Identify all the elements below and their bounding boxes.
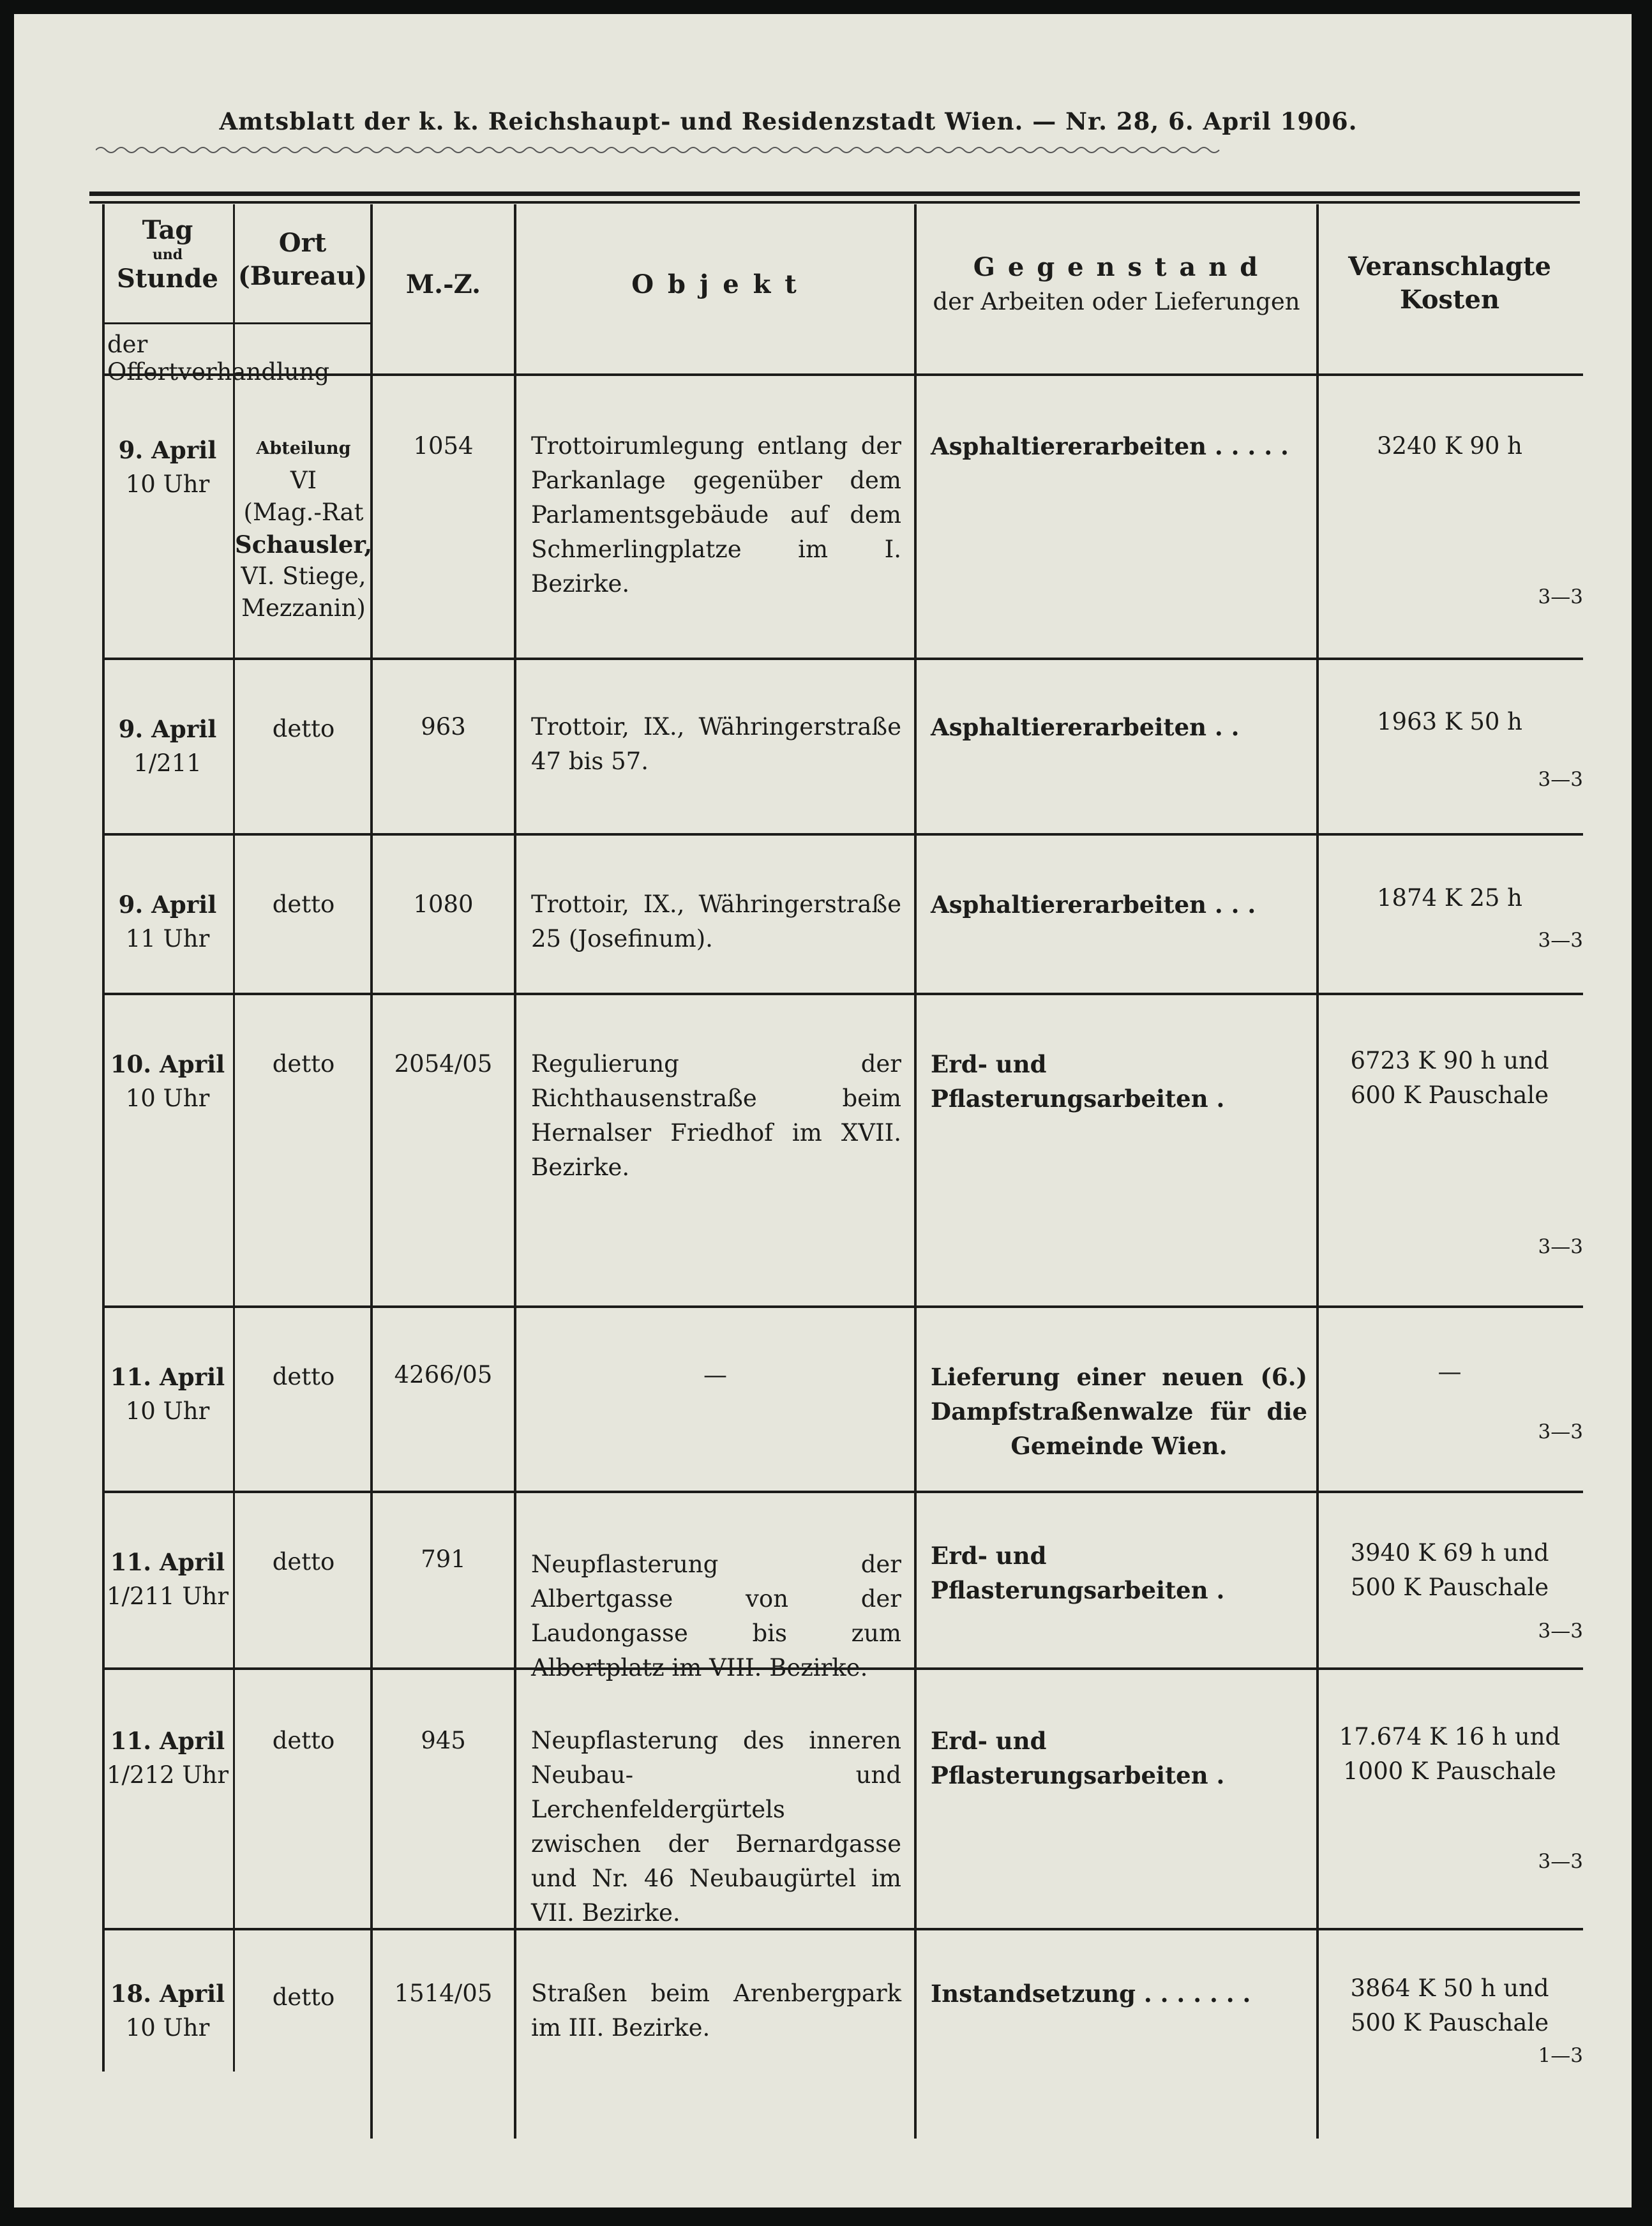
row-kosten: 3240 K 90 h — [1377, 432, 1522, 460]
row-objekt: Straßen beim Arenbergpark im III. Bezirke. — [531, 1980, 901, 2042]
row-tag-date: 9. April — [118, 436, 217, 464]
row-ort: detto — [272, 715, 335, 742]
row-gegenstand: Asphaltiererarbeiten . . . . . — [931, 432, 1289, 460]
row-mz: 1514/05 — [394, 1980, 493, 2007]
row-ort: Abteilung VI (Mag.-Rat Schausler, VI. Stiege, Mezzanin) — [235, 439, 373, 622]
row-tag-time: 10 Uhr — [125, 470, 210, 498]
row-divider — [102, 1491, 1583, 1493]
top-rule — [89, 192, 1580, 196]
row-objekt: Trottoir, IX., Währingerstraße 25 (Josefinum). — [531, 891, 901, 952]
header-offertverhandlung: der Offertverhandlung — [107, 331, 330, 386]
row-kosten: 1874 K 25 h — [1377, 884, 1522, 912]
row-mz: 963 — [421, 713, 466, 741]
row-tag-time: 10 Uhr — [125, 2014, 210, 2042]
header-tag: Tag und Stunde — [117, 215, 218, 294]
row-ort: detto — [272, 891, 335, 918]
top-rule-thin — [89, 201, 1580, 204]
row-ort: detto — [272, 1548, 335, 1575]
row-mz: 791 — [421, 1545, 466, 1573]
row-ort: detto — [272, 1983, 335, 2011]
row-tag-time: 10 Uhr — [125, 1085, 210, 1112]
header-ort: Ort (Bureau) — [237, 228, 368, 291]
row-ref: 3—3 — [1538, 768, 1583, 791]
row-gegenstand: Asphaltiererarbeiten . . . — [931, 891, 1256, 919]
row-ref: 3—3 — [1538, 1235, 1583, 1258]
row-objekt: Trottoirumlegung entlang der Parkanlage gegenüber dem Parlamentsgebäude auf dem Schmerlingplatze im I. Bezirke. — [531, 432, 901, 598]
row-ref: 3—3 — [1538, 1420, 1583, 1443]
row-objekt: Trottoir, IX., Währingerstraße 47 bis 57. — [531, 713, 901, 775]
row-ref: 3—3 — [1538, 1620, 1583, 1643]
row-ort: detto — [272, 1050, 335, 1078]
row-kosten: 3864 K 50 h und 500 K Pauschale — [1350, 1974, 1549, 2036]
row-tag-time: 1/212 Uhr — [106, 1761, 229, 1789]
row-objekt: Neupflasterung des inneren Neubau- und Lerchenfeldergürtels zwischen der Bernardgasse und Nr. 46 Neubaugürtel im VII. Bezirke. — [531, 1727, 901, 1927]
row-tag-date: 18. April — [110, 1980, 225, 2008]
row-kosten: 3940 K 69 h und 500 K Pauschale — [1350, 1539, 1549, 1601]
header-kosten: Veranschlagte Kosten — [1348, 252, 1551, 315]
header-gegenstand: G e g e n s t a n d der Arbeiten oder Lieferungen — [933, 252, 1300, 315]
row-tag-date: 11. April — [110, 1548, 225, 1576]
row-gegenstand: Lieferung einer neuen (6.) Dampfstraßenwalze für die Gemeinde Wien. — [931, 1363, 1307, 1460]
row-objekt: Regulierung der Richthausenstraße beim Hernalser Friedhof im XVII. Bezirke. — [531, 1050, 901, 1181]
row-tag-date: 9. April — [118, 715, 217, 743]
header-objekt: O b j e k t — [631, 269, 799, 299]
wavy-separator — [96, 144, 1309, 156]
row-mz: 945 — [421, 1727, 466, 1754]
row-divider — [102, 993, 1583, 995]
row-gegenstand: Erd- und Pflasterungsarbeiten . — [931, 1727, 1225, 1789]
row-tag-date: 11. April — [110, 1363, 225, 1391]
row-objekt: — — [703, 1361, 727, 1388]
row-mz: 1054 — [413, 432, 474, 460]
offert-divider — [102, 322, 370, 324]
row-mz: 4266/05 — [394, 1361, 493, 1388]
row-kosten: 6723 K 90 h und 600 K Pauschale — [1350, 1047, 1549, 1109]
row-gegenstand: Asphaltiererarbeiten . . — [931, 713, 1240, 741]
row-tag-time: 1/211 — [133, 749, 202, 777]
row-ref: 3—3 — [1538, 1850, 1583, 1873]
row-tag-date: 11. April — [110, 1727, 225, 1755]
row-mz: 1080 — [413, 891, 474, 918]
row-tag-date: 9. April — [118, 891, 217, 919]
row-divider — [102, 833, 1583, 836]
col-line-4 — [914, 204, 917, 2139]
row-tag-time: 1/211 Uhr — [106, 1583, 229, 1610]
row-divider — [102, 658, 1583, 660]
row-gegenstand: Erd- und Pflasterungsarbeiten . — [931, 1542, 1225, 1604]
col-line-3 — [514, 204, 516, 2139]
page-header: Amtsblatt der k. k. Reichshaupt- und Residenzstadt Wien. — Nr. 28, 6. April 1906. — [219, 107, 1358, 135]
row-ort: detto — [272, 1727, 335, 1754]
row-gegenstand: Erd- und Pflasterungsarbeiten . — [931, 1050, 1225, 1113]
row-mz: 2054/05 — [394, 1050, 493, 1078]
row-tag-time: 10 Uhr — [125, 1397, 210, 1425]
row-ref: 3—3 — [1538, 585, 1583, 608]
row-tag-date: 10. April — [110, 1050, 225, 1078]
row-ref: 3—3 — [1538, 929, 1583, 952]
header-mz: M.-Z. — [405, 269, 481, 299]
row-kosten: 17.674 K 16 h und 1000 K Pauschale — [1339, 1723, 1561, 1785]
row-gegenstand: Instandsetzung . . . . . . . — [931, 1980, 1251, 2008]
row-objekt: Neupflasterung der Albertgasse von der Laudongasse bis zum Albertplatz im VIII. Bezirke. — [531, 1551, 901, 1681]
col-line-5 — [1316, 204, 1319, 2139]
row-kosten: — — [1438, 1358, 1462, 1385]
row-ref: 1—3 — [1538, 2044, 1583, 2067]
row-divider — [102, 1305, 1583, 1308]
row-tag-time: 11 Uhr — [125, 925, 210, 952]
row-ort: detto — [272, 1363, 335, 1390]
row-kosten: 1963 K 50 h — [1377, 708, 1522, 735]
